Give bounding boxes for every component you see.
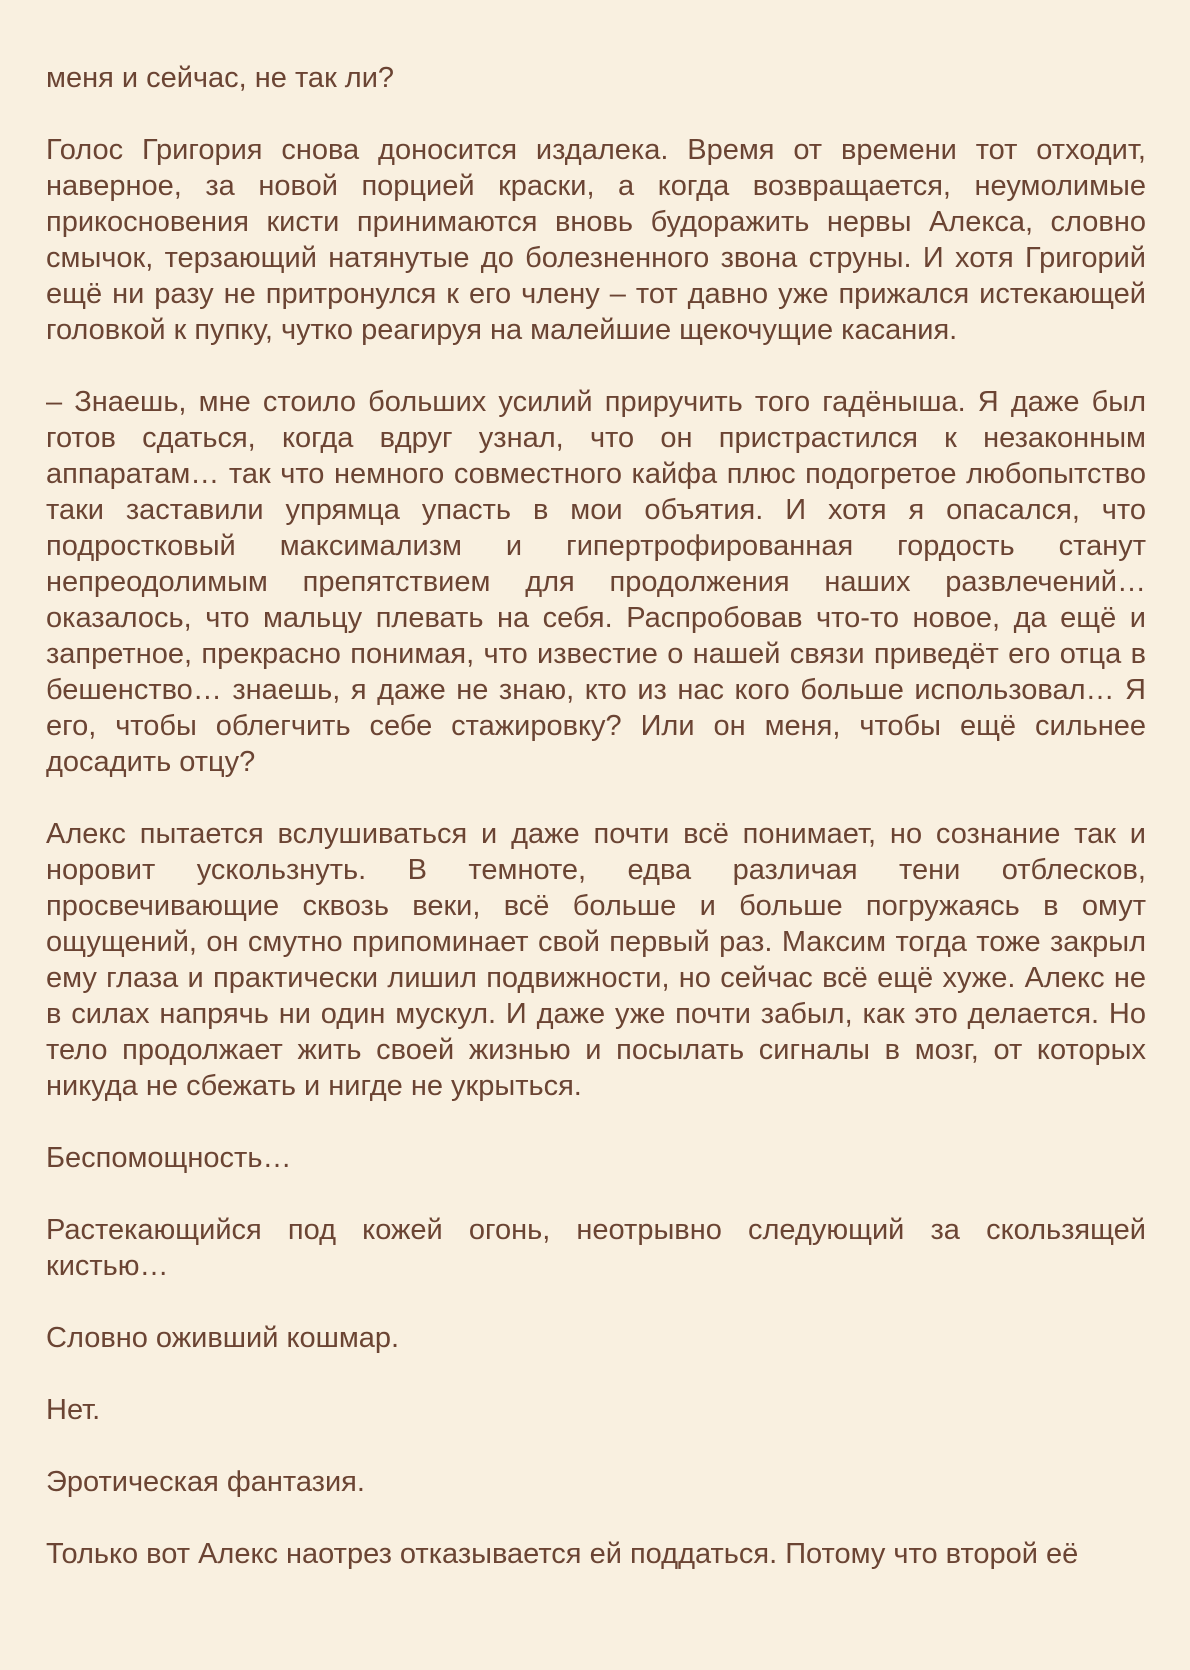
paragraph: меня и сейчас, не так ли? xyxy=(46,62,395,94)
paragraph: Растекающийся под кожей огонь, неотрывно следующий за скользящей кистью… xyxy=(46,1214,1146,1282)
paragraph: Словно оживший кошмар. xyxy=(46,1322,400,1354)
paragraph: – Знаешь, мне стоило больших усилий приручить того гадёныша. Я даже был готов сдаться, когда вдруг узнал, что он пристрастился к незаконным аппаратам… так что немного совместного кайфа плюс подогретое любопытство таки заставили упрямца упасть в мои объятия. И хотя я опасался, что подростковый максимализм и гипертрофированная гордость станут непреодолимым препятствием для продолжения наших развлечений… оказалось, что мальцу плевать на себя. Распробовав что-то новое, да ещё и запретное, прекрасно понимая, что известие о нашей связи приведёт его отца в бешенство… знаешь, я даже не знаю, кто из нас кого больше использовал… Я его, чтобы облегчить себе стажировку? Или он меня, чтобы ещё сильнее досадить отцу? xyxy=(46,386,1146,778)
reader-page xyxy=(46,60,1146,1608)
paragraph: Беспомощность… xyxy=(46,1142,292,1174)
paragraph: Голос Григория снова доносится издалека. Время от времени тот отходит, наверное, за новой порцией краски, а когда возвращается, неумолимые прикосновения кисти принимаются вновь будоражить нервы Алекса, словно смычок, терзающий натянутые до болезненного звона струны. И хотя Григорий ещё ни разу не притронулся к его члену – тот давно уже прижался истекающей головкой к пупку, чутко реагируя на малейшие щекочущие касания. xyxy=(46,134,1146,346)
paragraph: Только вот Алекс наотрез отказывается ей поддаться. Потому что второй её xyxy=(46,1538,1079,1570)
paragraph: Алекс пытается вслушиваться и даже почти всё понимает, но сознание так и норовит ускользнуть. В темноте, едва различая тени отблесков, просвечивающие сквозь веки, всё больше и больше погружаясь в омут ощущений, он смутно припоминает свой первый раз. Максим тогда тоже закрыл ему глаза и практически лишил подвижности, но сейчас всё ещё хуже. Алекс не в силах напрячь ни один мускул. И даже уже почти забыл, как это делается. Но тело продолжает жить своей жизнью и посылать сигналы в мозг, от которых никуда не сбежать и нигде не укрыться. xyxy=(46,818,1146,1102)
paragraph: Эротическая фантазия. xyxy=(46,1466,365,1498)
paragraph: Нет. xyxy=(46,1394,101,1426)
